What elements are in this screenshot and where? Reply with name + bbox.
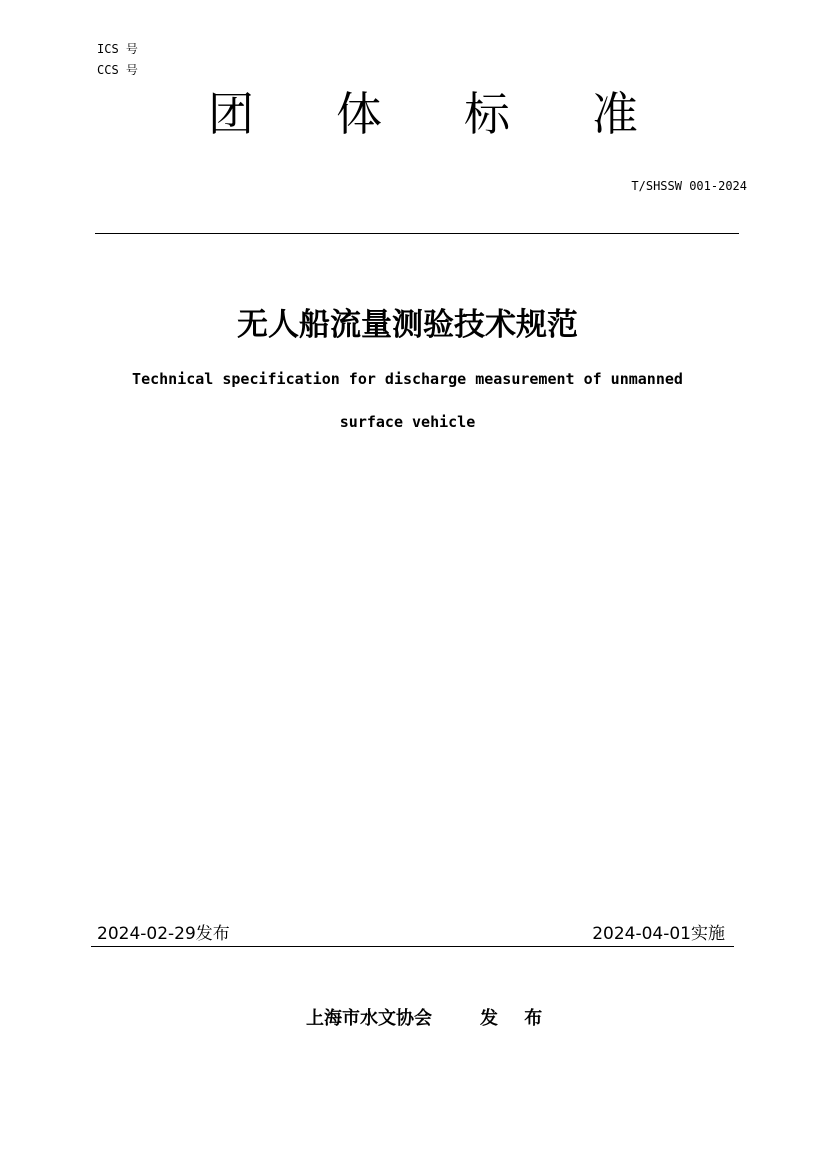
title-char-3: 标 [464, 87, 510, 141]
english-title-line-2: surface vehicle [339, 413, 476, 431]
title-char-4: 准 [592, 87, 638, 141]
publish-label: 发 布 [480, 1008, 553, 1029]
standard-number: T/SHSSW 001-2024 [631, 179, 747, 193]
title-char-1: 团 [208, 87, 254, 141]
bottom-divider [91, 946, 734, 947]
top-divider [95, 233, 739, 234]
publish-date: 2024-02-29发布 [97, 924, 230, 944]
chinese-title: 无人船流量测验技术规范 [237, 307, 578, 343]
implement-date: 2024-04-01实施 [592, 924, 725, 944]
document-type-title [208, 82, 638, 146]
ics-number: ICS 号 [97, 42, 138, 56]
english-title-line-1: Technical specification for discharge measurement of unmanned [132, 370, 683, 388]
ccs-number: CCS 号 [97, 63, 138, 77]
title-char-2: 体 [336, 87, 382, 141]
publisher-name: 上海市水文协会 [306, 1008, 432, 1029]
